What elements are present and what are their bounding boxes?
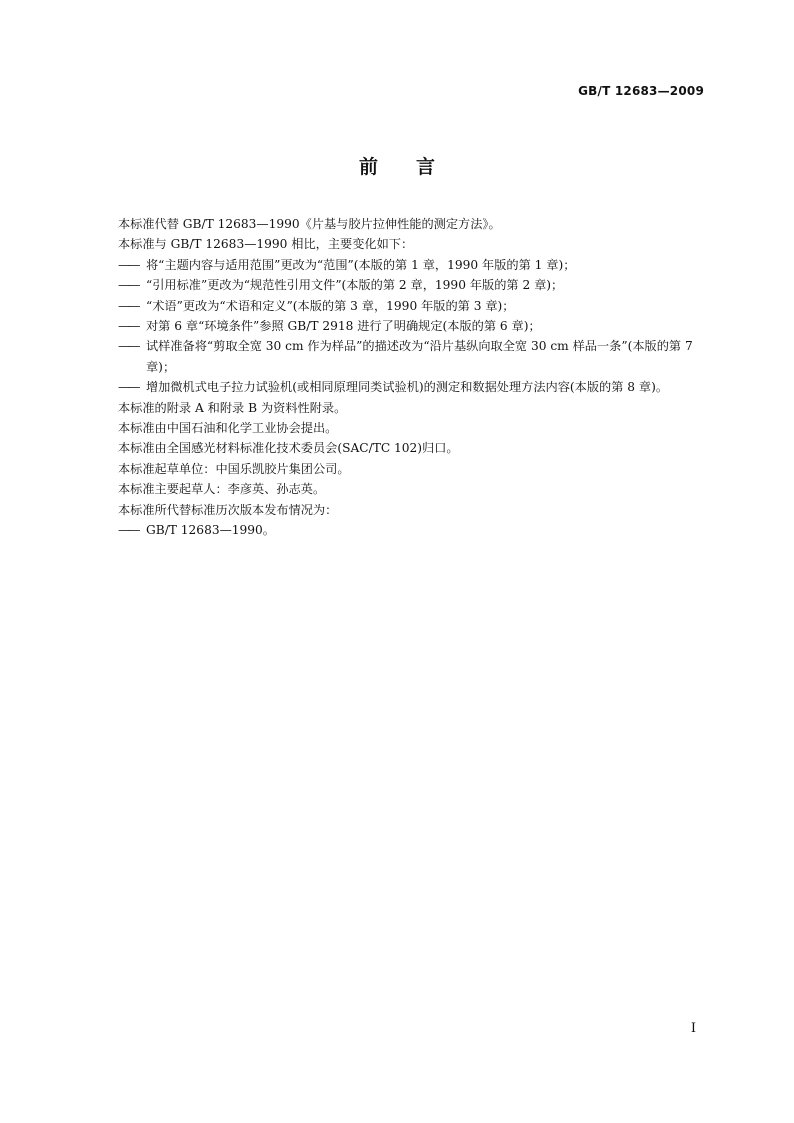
title-char-2: 言 (416, 156, 436, 178)
dash-marker: —— (118, 319, 139, 334)
dash-marker: —— (118, 278, 139, 293)
list-item (118, 377, 708, 397)
paragraph-proposed-by: 本标准由中国石油和化学工业协会提出。 (118, 421, 338, 436)
dash-marker: —— (118, 257, 139, 272)
paragraph-drafters: 本标准主要起草人：李彦英、孙志英。 (118, 482, 326, 497)
list-item-text: 试样准备将“剪取全宽 30 cm 作为样品”的描述改为“沿片基纵向取全宽 30 cm 样品一条”(本版的第 7 章)； (146, 339, 693, 374)
list-item-text: 将“主题内容与适用范围”更改为“范围”(本版的第 1 章，1990 年版的第 1 章)； (146, 257, 576, 272)
title-char-1: 前 (358, 156, 378, 178)
paragraph-replaces: 本标准代替 GB/T 12683—1990《片基与胶片拉伸性能的测定方法》。 (118, 217, 501, 231)
paragraph-changes-intro: 本标准与 GB/T 12683—1990 相比，主要变化如下： (118, 237, 414, 252)
paragraph-drafting-unit: 本标准起草单位：中国乐凯胶片集团公司。 (118, 461, 350, 476)
paragraph-annexes: 本标准的附录 A 和附录 B 为资料性附录。 (118, 400, 347, 415)
list-item-text: “引用标准”更改为“规范性引用文件”(本版的第 2 章，1990 年版的第 2 章)； (146, 278, 564, 293)
list-item-text: “术语”更改为“术语和定义”(本版的第 3 章，1990 年版的第 3 章)； (146, 298, 515, 313)
list-item-text: 增加微机式电子拉力试验机(或相同原理同类试验机)的测定和数据处理方法内容(本版的第 8 章)。 (146, 380, 669, 395)
list-item (118, 520, 708, 540)
paragraph-under-jurisdiction: 本标准由全国感光材料标准化技术委员会(SAC/TC 102)归口。 (118, 441, 459, 456)
list-item (118, 275, 708, 295)
list-item (118, 316, 708, 336)
history-list (118, 520, 708, 540)
dash-marker: —— (118, 339, 139, 354)
list-item-text: GB/T 12683—1990。 (146, 523, 275, 538)
standard-number: GB/T 12683—2009 (578, 84, 704, 98)
list-item-text: 对第 6 章“环境条件”参照 GB/T 2918 进行了明确规定(本版的第 6 章)； (146, 319, 541, 334)
changes-list (118, 255, 708, 398)
foreword-body (118, 214, 708, 541)
list-item (118, 255, 708, 275)
dash-marker: —— (118, 380, 139, 395)
page-title (0, 152, 794, 179)
paragraph-history-intro: 本标准所代替标准历次版本发布情况为： (118, 502, 338, 517)
dash-marker: —— (118, 523, 139, 538)
list-item (118, 296, 708, 316)
dash-marker: —— (118, 298, 139, 313)
list-item (118, 336, 708, 377)
page-number: I (690, 1021, 696, 1036)
